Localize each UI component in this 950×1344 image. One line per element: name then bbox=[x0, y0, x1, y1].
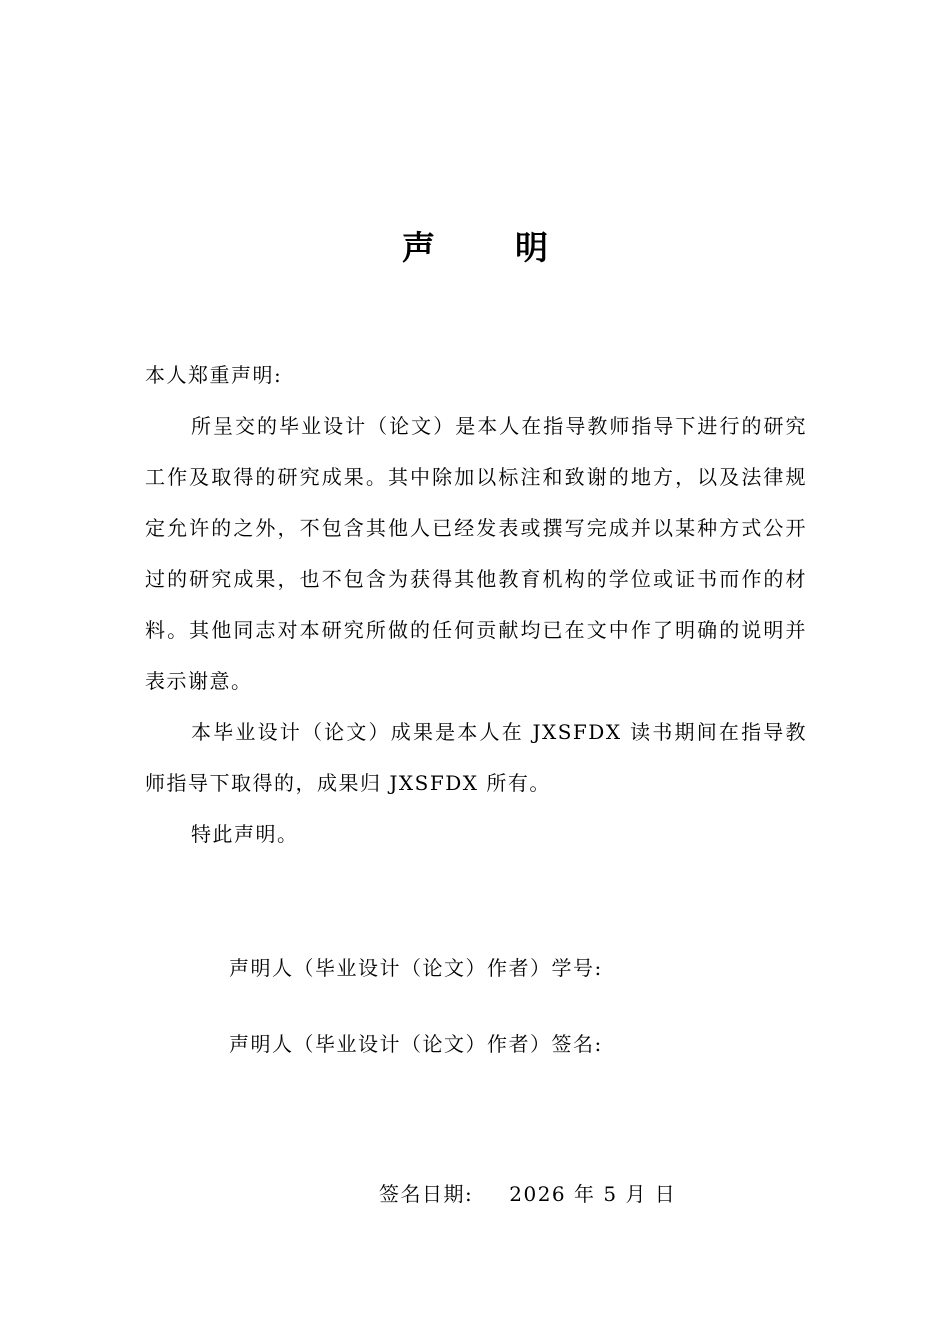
paragraph-1: 所呈交的毕业设计（论文）是本人在指导教师指导下进行的研究工作及取得的研究成果。其中除加以标注和致谢的地方，以及法律规定允许的之外，不包含其他人已经发表或撰写完成并以某种方式公开过的研究成果，也不包含为获得其他教育机构的学位或证书而作的材料。其他同志对本研究所做的任何贡献均已在文中作了明确的说明并表示谢意。 bbox=[145, 414, 807, 693]
date-value: 2026 年 5 月 日 bbox=[509, 1182, 677, 1206]
signature-label: 声明人（毕业设计（论文）作者）签名: bbox=[229, 1032, 603, 1056]
page-title bbox=[0, 222, 950, 269]
title-char-1: 声 bbox=[402, 228, 435, 267]
intro-line: 本人郑重声明: bbox=[145, 363, 283, 387]
paragraph-3: 特此声明。 bbox=[191, 822, 299, 846]
date-label: 签名日期: bbox=[379, 1182, 474, 1206]
declaration-body bbox=[145, 350, 807, 860]
date-line bbox=[379, 1178, 676, 1207]
title-char-2: 明 bbox=[515, 228, 548, 267]
paragraph-2: 本毕业设计（论文）成果是本人在 JXSFDX 读书期间在指导教师指导下取得的，成果归 JXSFDX 所有。 bbox=[145, 720, 807, 795]
student-id-label: 声明人（毕业设计（论文）作者）学号: bbox=[229, 956, 603, 980]
